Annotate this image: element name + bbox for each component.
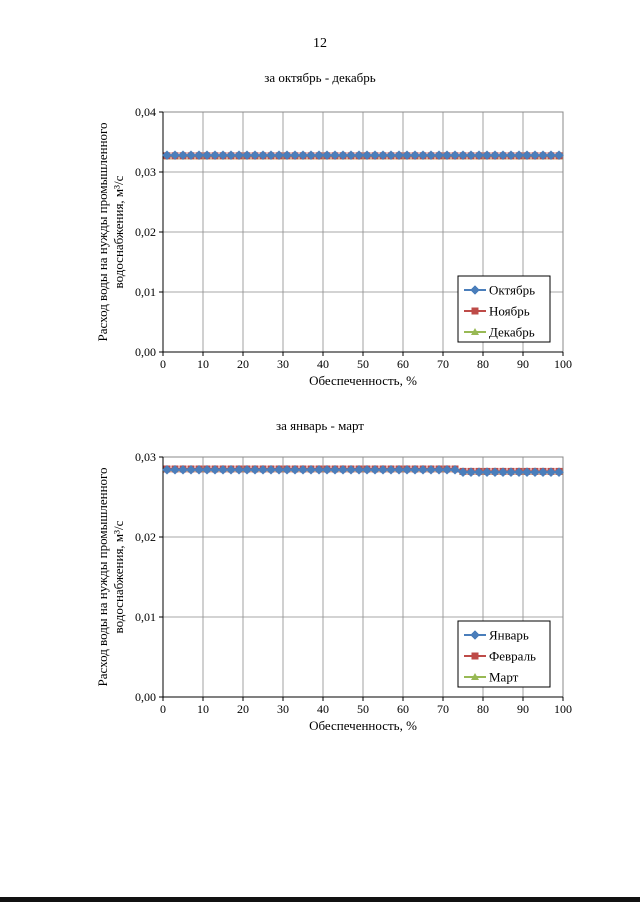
x-axis-label: Обеспеченность, %	[309, 718, 417, 733]
y-tick-label: 0,00	[135, 345, 156, 359]
x-tick-label: 70	[437, 357, 449, 371]
legend	[458, 276, 550, 342]
x-tick-label: 100	[554, 357, 572, 371]
x-axis-label: Обеспеченность, %	[309, 373, 417, 388]
x-tick-label: 30	[277, 357, 289, 371]
chart-2	[0, 440, 640, 750]
legend-label: Март	[489, 669, 519, 685]
y-tick-label: 0,03	[135, 165, 156, 179]
y-axis-label-line1: Расход воды на нужды промышленного	[95, 122, 110, 342]
scan-edge	[0, 897, 640, 902]
page-number: 12	[313, 36, 327, 51]
x-tick-label: 10	[197, 357, 209, 371]
x-tick-label: 90	[517, 357, 529, 371]
x-tick-label: 50	[357, 357, 369, 371]
y-tick-label: 0,02	[135, 225, 156, 239]
y-tick-label: 0,01	[135, 285, 156, 299]
legend	[458, 621, 550, 687]
legend-marker	[472, 653, 479, 660]
y-axis-label-line2: водоснабжения, м³/с	[111, 520, 126, 634]
y-axis-label-line2: водоснабжения, м³/с	[111, 175, 126, 289]
legend-label: Январь	[489, 627, 529, 643]
x-tick-label: 80	[477, 702, 489, 716]
chart-2-title: за январь - март	[275, 418, 364, 433]
legend-label: Февраль	[489, 648, 536, 664]
legend-marker	[472, 308, 479, 315]
y-tick-label: 0,04	[135, 105, 156, 119]
chart-1-title: за октябрь - декабрь	[264, 70, 376, 85]
x-tick-label: 30	[277, 702, 289, 716]
y-tick-label: 0,02	[135, 530, 156, 544]
x-tick-label: 60	[397, 357, 409, 371]
y-tick-label: 0,01	[135, 610, 156, 624]
x-tick-label: 20	[237, 702, 249, 716]
y-axis-label-line1: Расход воды на нужды промышленного	[95, 467, 110, 687]
x-tick-label: 40	[317, 702, 329, 716]
legend-label: Декабрь	[489, 324, 535, 340]
x-tick-label: 80	[477, 357, 489, 371]
x-tick-label: 100	[554, 702, 572, 716]
x-tick-label: 40	[317, 357, 329, 371]
legend-label: Октябрь	[489, 282, 536, 298]
x-tick-label: 0	[160, 702, 166, 716]
x-tick-label: 10	[197, 702, 209, 716]
x-tick-label: 60	[397, 702, 409, 716]
y-tick-label: 0,03	[135, 450, 156, 464]
y-tick-label: 0,00	[135, 690, 156, 704]
chart-1	[0, 95, 640, 405]
x-tick-label: 0	[160, 357, 166, 371]
x-tick-label: 90	[517, 702, 529, 716]
x-tick-label: 20	[237, 357, 249, 371]
x-tick-label: 70	[437, 702, 449, 716]
legend-label: Ноябрь	[489, 303, 530, 319]
x-tick-label: 50	[357, 702, 369, 716]
